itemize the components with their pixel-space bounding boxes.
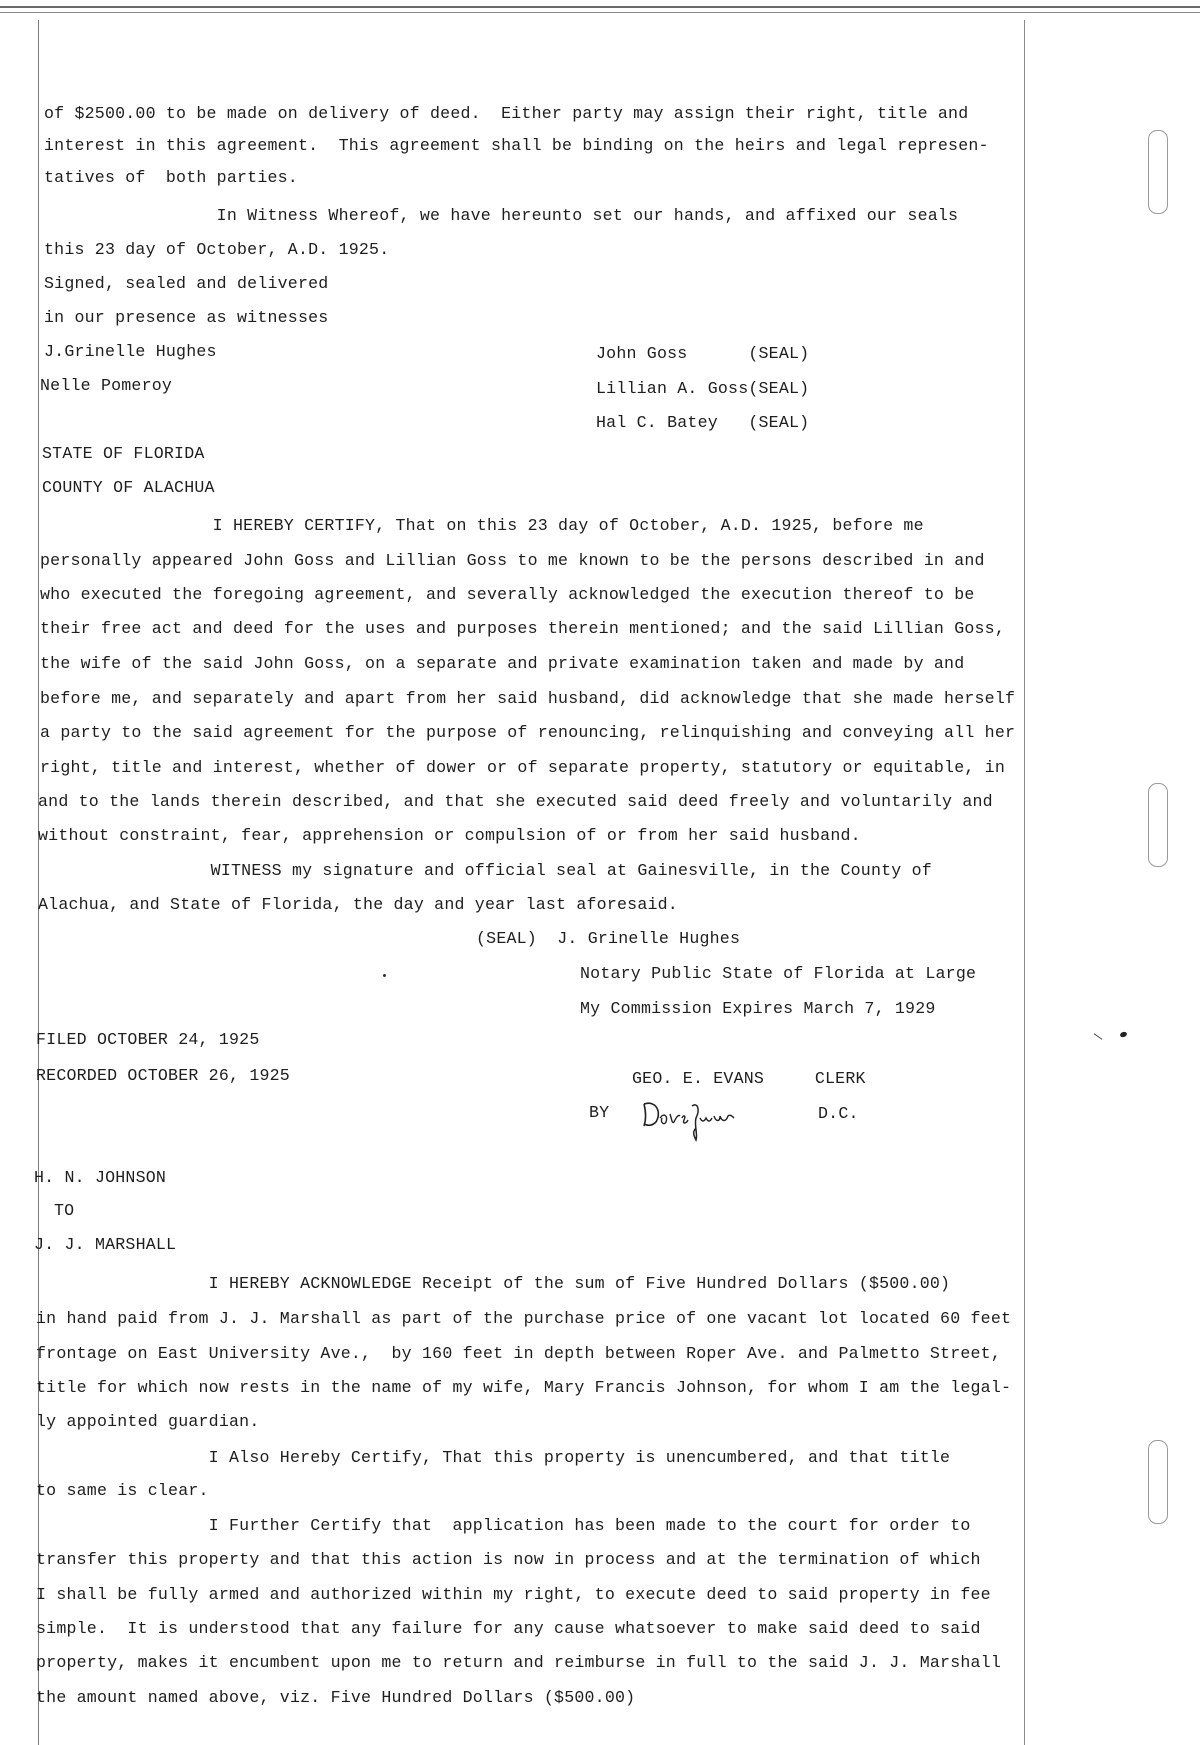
acknowledge-line: I HEREBY ACKNOWLEDGE Receipt of the sum of Five Hundred Dollars ($500.00) [36, 1274, 951, 1293]
certify-line: and to the lands therein described, and that she executed said deed freely and voluntarily and [38, 792, 993, 811]
acknowledge-line: frontage on East University Ave., by 160 feet in depth between Roper Ave. and Palmetto Street, [36, 1344, 1001, 1363]
right-margin-rule [1024, 20, 1025, 1745]
signed-sealed-line: Signed, sealed and delivered [44, 274, 329, 293]
further-certify-line: property, makes it encumbent upon me to return and reimburse in full to the said J. J. Marshall [36, 1653, 1001, 1672]
further-certify-line: transfer this property and that this action is now in process and at the termination of which [36, 1550, 981, 1569]
signer-name: John Goss (SEAL) [596, 344, 810, 363]
top-rule [0, 6, 1200, 8]
top-rule-secondary [0, 12, 1200, 13]
acknowledge-line: title for which now rests in the name of my wife, Mary Francis Johnson, for whom I am the legal- [36, 1378, 1012, 1397]
certify-line: without constraint, fear, apprehension or compulsion of or from her said husband. [38, 826, 861, 845]
further-certify-line: I Further Certify that application has been made to the court for order to [36, 1516, 971, 1535]
certify-line: their free act and deed for the uses and purposes therein mentioned; and the said Lillian Goss, [40, 619, 1005, 638]
recorded-line: RECORDED OCTOBER 26, 1925 [36, 1066, 290, 1085]
binder-hole [1148, 783, 1168, 867]
presence-witnesses-line: in our presence as witnesses [44, 308, 329, 327]
witness-signature-line: Alachua, and State of Florida, the day and year last aforesaid. [38, 895, 678, 914]
witness-name: J.Grinelle Hughes [44, 342, 217, 361]
handwritten-signature-icon [640, 1092, 736, 1142]
acknowledge-line: ly appointed guardian. [36, 1412, 260, 1431]
state-heading: STATE OF FLORIDA [42, 444, 205, 463]
stray-dot [383, 974, 386, 977]
agreement-line: interest in this agreement. This agreement shall be binding on the heirs and legal represen- [44, 136, 989, 155]
certify-line: personally appeared John Goss and Lillian Goss to me known to be the persons described in and [40, 551, 985, 570]
certify-line: right, title and interest, whether of dower or of separate property, statutory or equitable, in [40, 758, 1005, 777]
party-to: TO [54, 1201, 75, 1220]
notary-seal-line: (SEAL) J. Grinelle Hughes [476, 929, 741, 948]
certify-line: before me, and separately and apart from her said husband, did acknowledge that she made herself [40, 689, 1016, 708]
notary-title-line: Notary Public State of Florida at Large [580, 964, 977, 983]
certify-line: I HEREBY CERTIFY, That on this 23 day of October, A.D. 1925, before me [40, 516, 924, 535]
further-certify-line: I shall be fully armed and authorized within my right, to execute deed to said property in fee [36, 1585, 991, 1604]
signer-name: Lillian A. Goss(SEAL) [596, 379, 810, 398]
also-certify-line: to same is clear. [36, 1481, 209, 1500]
witness-name: Nelle Pomeroy [40, 376, 173, 395]
party-grantor: H. N. JOHNSON [34, 1168, 167, 1187]
certify-line: a party to the said agreement for the purpose of renouncing, relinquishing and conveying all her [40, 723, 1016, 742]
party-grantee: J. J. MARSHALL [34, 1235, 177, 1254]
agreement-line: of $2500.00 to be made on delivery of deed. Either party may assign their right, title and [44, 104, 969, 123]
binder-hole [1148, 1440, 1168, 1524]
stray-mark [1119, 1031, 1127, 1038]
agreement-line: tatives of both parties. [44, 168, 298, 187]
certify-line: who executed the foregoing agreement, and severally acknowledged the execution thereof to be [40, 585, 975, 604]
acknowledge-line: in hand paid from J. J. Marshall as part of the purchase price of one vacant lot located 60 feet [36, 1309, 1012, 1328]
binder-hole [1148, 130, 1168, 214]
certify-line: the wife of the said John Goss, on a separate and private examination taken and made by and [40, 654, 965, 673]
witness-whereof-line: In Witness Whereof, we have hereunto set our hands, and affixed our seals [44, 206, 959, 225]
clerk-signature [640, 1092, 736, 1142]
clerk-line: GEO. E. EVANS CLERK [632, 1069, 866, 1088]
dc-label: D.C. [818, 1104, 859, 1123]
signer-name: Hal C. Batey (SEAL) [596, 413, 810, 432]
filed-line: FILED OCTOBER 24, 1925 [36, 1030, 260, 1049]
notary-commission-line: My Commission Expires March 7, 1929 [580, 999, 936, 1018]
also-certify-line: I Also Hereby Certify, That this property is unencumbered, and that title [36, 1448, 951, 1467]
further-certify-line: the amount named above, viz. Five Hundred Dollars ($500.00) [36, 1688, 636, 1707]
further-certify-line: simple. It is understood that any failure for any cause whatsoever to make said deed to said [36, 1619, 981, 1638]
witness-signature-line: WITNESS my signature and official seal at Gainesville, in the County of [38, 861, 932, 880]
stray-mark [1094, 1033, 1103, 1040]
county-heading: COUNTY OF ALACHUA [42, 478, 215, 497]
by-label: BY [589, 1103, 610, 1122]
witness-whereof-line: this 23 day of October, A.D. 1925. [44, 240, 390, 259]
